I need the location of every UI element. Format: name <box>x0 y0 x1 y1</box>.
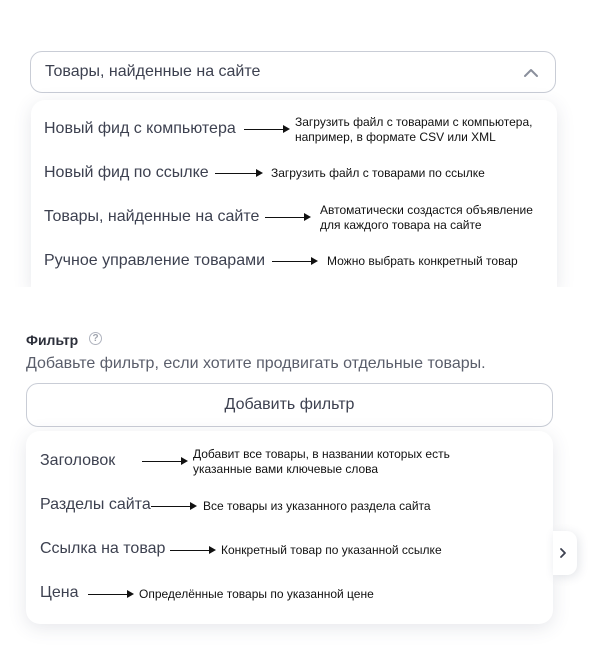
section-divider <box>0 287 589 317</box>
annotation-arrow <box>170 546 216 554</box>
annotation-arrow <box>142 457 188 465</box>
annotation-note: указанные вами ключевые слова <box>193 462 379 476</box>
option-site-products[interactable]: Товары, найденные на сайте <box>44 208 260 225</box>
filter-option-price[interactable]: Цена <box>40 584 79 601</box>
annotation-note: Загрузить файл с товарами с компьютера, <box>295 115 533 129</box>
annotation-note: например, в формате CSV или XML <box>295 130 496 144</box>
filter-description: Добавьте фильтр, если хотите продвигать отдельные товары. <box>26 355 486 372</box>
annotation-note: Все товары из указанного раздела сайта <box>203 499 431 513</box>
annotation-arrow <box>88 590 134 598</box>
add-filter-button[interactable]: Добавить фильтр <box>26 383 553 427</box>
annotation-note: Можно выбрать конкретный товар <box>327 254 518 268</box>
option-new-feed-computer[interactable]: Новый фид с компьютера <box>44 120 236 137</box>
annotation-arrow <box>215 169 263 177</box>
annotation-note: Определённые товары по указанной цене <box>139 587 374 601</box>
annotation-note: Автоматически создастся объявление <box>320 203 533 217</box>
help-icon[interactable]: ? <box>89 332 102 345</box>
chevron-up-icon[interactable] <box>523 66 539 78</box>
option-new-feed-link[interactable]: Новый фид по ссылке <box>44 164 209 181</box>
annotation-arrow <box>272 257 318 265</box>
annotation-arrow <box>151 502 197 510</box>
source-dropdown-value: Товары, найденные на сайте <box>45 63 261 80</box>
annotation-arrow <box>265 213 311 221</box>
option-manual-management[interactable]: Ручное управление товарами <box>44 252 266 269</box>
next-slide-button[interactable] <box>553 531 577 575</box>
annotation-note: Конкретный товар по указанной ссылке <box>221 543 442 557</box>
annotation-note: для каждого товара на сайте <box>320 218 482 232</box>
annotation-note: Добавит все товары, в названии которых есть <box>193 447 450 461</box>
filter-option-title[interactable]: Заголовок <box>40 452 116 469</box>
filter-option-product-link[interactable]: Ссылка на товар <box>40 540 166 557</box>
filter-option-site-sections[interactable]: Разделы сайта <box>40 496 151 513</box>
source-dropdown[interactable] <box>30 51 556 93</box>
chevron-right-icon <box>559 547 567 559</box>
annotation-note: Загрузить файл с товарами по ссылке <box>271 166 485 180</box>
filter-title: Фильтр <box>26 332 79 348</box>
annotation-arrow <box>244 125 290 133</box>
